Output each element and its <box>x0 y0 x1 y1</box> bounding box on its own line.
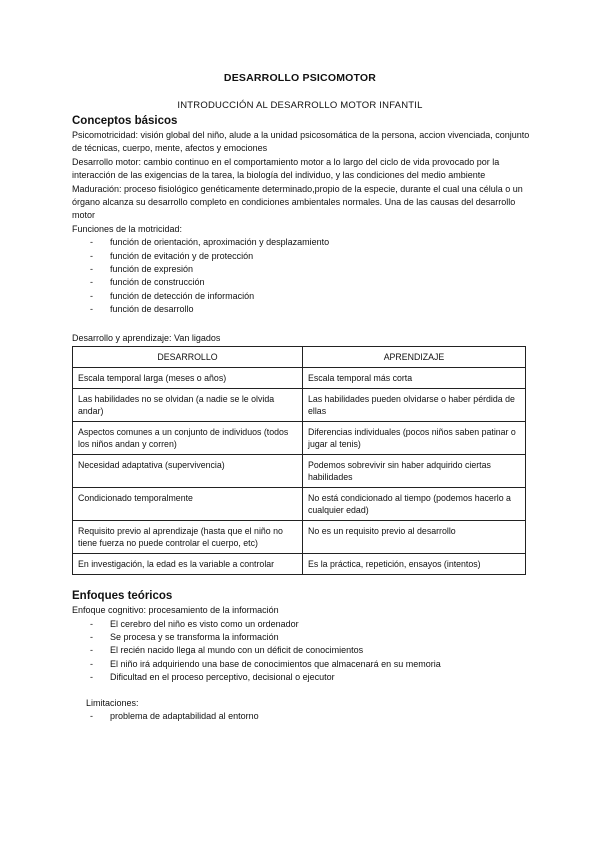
table-row <box>73 488 526 521</box>
table-cell: No está condicionado al tiempo (podemos hacerlo a cualquier edad) <box>303 488 526 521</box>
table-cell: Escala temporal larga (meses o años) <box>73 368 303 389</box>
paragraph-psicomotricidad: Psicomotricidad: visión global del niño, alude a la unidad psicosomática de la persona, accion vivenciada, conjunto de técnicas, cuerpo, mente, afectos y emociones <box>72 130 530 154</box>
table-cell: Escala temporal más corta <box>303 368 526 389</box>
cognitivo-list <box>72 618 532 685</box>
table-cell: Requisito previo al aprendizaje (hasta que el niño no tiene fuerza no puede controlar el cuerpo, etc) <box>73 521 303 554</box>
section-heading-enfoques: Enfoques teóricos <box>72 590 173 603</box>
list-item: - función de expresión <box>72 263 532 276</box>
list-item: - El recién nacido llega al mundo con un déficit de conocimientos <box>72 644 532 657</box>
paragraph-maduracion: Maduración: proceso fisiológico genéticamente determinado,propio de la especie, durante el cual una célula o un órgano alcanza su desarrollo completo en condiciones ambientales normales. Una de las causas del desarrollo motor <box>72 183 523 221</box>
list-item: - El cerebro del niño es visto como un ordenador <box>72 618 532 631</box>
list-item: - problema de adaptabilidad al entorno <box>72 710 532 723</box>
table-row <box>73 521 526 554</box>
list-item: - El niño irá adquiriendo una base de conocimientos que almacenará en su memoria <box>72 658 532 671</box>
document-subtitle: INTRODUCCIÓN AL DESARROLLO MOTOR INFANTIL <box>177 100 423 111</box>
table-header-row <box>73 347 526 368</box>
table-row <box>73 554 526 575</box>
header-aprendizaje: APRENDIZAJE <box>303 347 526 368</box>
table-cell: No es un requisito previo al desarrollo <box>303 521 526 554</box>
header-desarrollo: DESARROLLO <box>73 347 303 368</box>
table-cell: En investigación, la edad es la variable a controlar <box>73 554 303 575</box>
table-cell: Aspectos comunes a un conjunto de individuos (todos los niños andan y corren) <box>73 422 303 455</box>
table-row <box>73 389 526 422</box>
table-row <box>73 422 526 455</box>
list-item: - Se procesa y se transforma la información <box>72 631 532 644</box>
paragraph-desarrollo-motor: Desarrollo motor: cambio continuo en el comportamiento motor a lo largo del ciclo de vida provocado por la interacción de las exigencias de la tarea, la biología del individuo, y las condiciones del medio ambiente <box>72 156 500 181</box>
table-cell: Podemos sobrevivir sin haber adquirido ciertas habilidades <box>303 455 526 488</box>
table-cell: Las habilidades no se olvidan (a nadie se le olvida andar) <box>73 389 303 422</box>
list-item: - función de orientación, aproximación y desplazamiento <box>72 236 532 249</box>
table-cell: Diferencias individuales (pocos niños saben patinar o jugar al tenis) <box>303 422 526 455</box>
document-body <box>72 114 532 723</box>
enfoque-cognitivo-label: Enfoque cognitivo: procesamiento de la información <box>72 605 279 616</box>
funciones-label: Funciones de la motricidad: <box>72 223 183 234</box>
table-row <box>73 455 526 488</box>
list-item: - función de desarrollo <box>72 303 532 316</box>
list-item: - función de evitación y de protección <box>72 250 532 263</box>
section-heading-conceptos: Conceptos básicos <box>72 115 178 127</box>
limitaciones-label: Limitaciones: <box>86 697 139 708</box>
table-cell: Es la práctica, repetición, ensayos (intentos) <box>303 554 526 575</box>
list-item: - Dificultad en el proceso perceptivo, decisional o ejecutor <box>72 671 532 684</box>
document-title: DESARROLLO PSICOMOTOR <box>223 72 377 84</box>
funciones-list <box>72 236 532 316</box>
table-caption: Desarrollo y aprendizaje: Van ligados <box>72 332 221 343</box>
list-item: - función de construcción <box>72 276 532 289</box>
table-cell: Necesidad adaptativa (supervivencia) <box>73 455 303 488</box>
table-cell: Condicionado temporalmente <box>73 488 303 521</box>
limitaciones-list <box>72 710 532 723</box>
list-item: - función de detección de información <box>72 290 532 303</box>
table-cell: Las habilidades pueden olvidarse o haber pérdida de ellas <box>303 389 526 422</box>
table-row <box>73 368 526 389</box>
comparison-table <box>72 346 526 575</box>
